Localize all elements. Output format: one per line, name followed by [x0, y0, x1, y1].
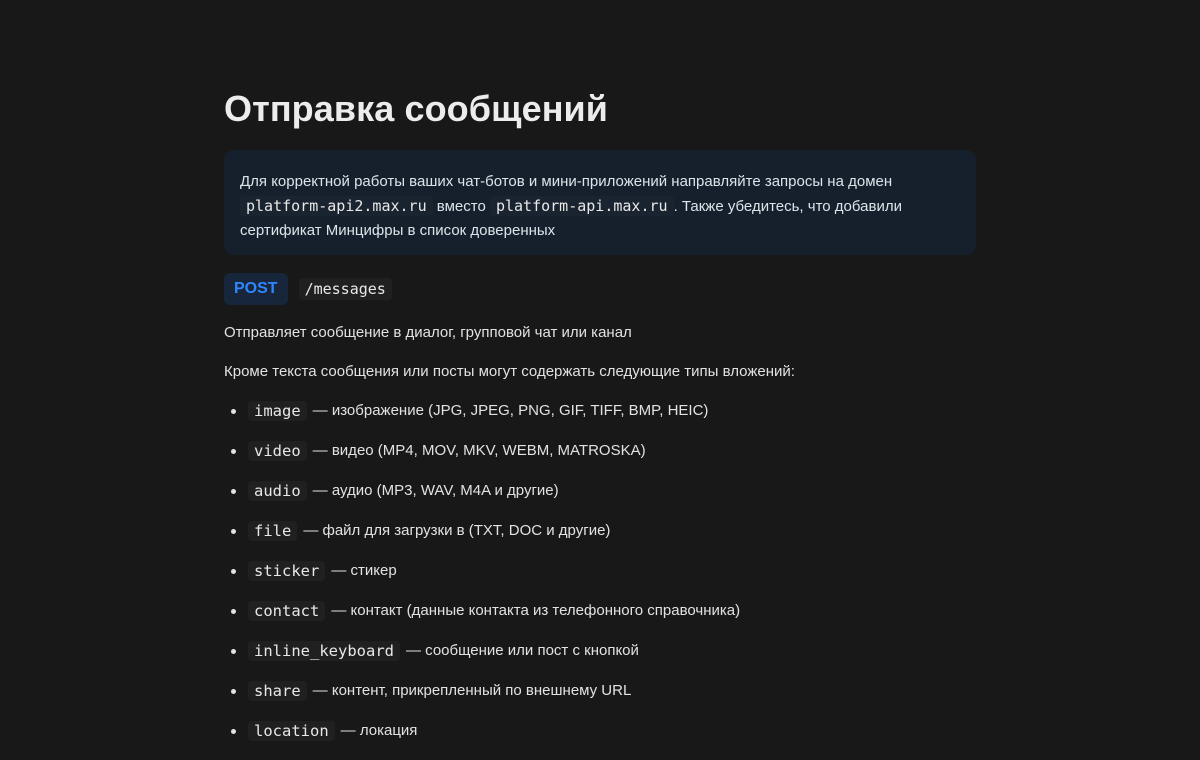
- list-item: [248, 480, 740, 520]
- attachment-type-description: — контакт (данные контакта из телефонного справочника): [331, 602, 741, 619]
- bullet-icon: [231, 649, 236, 654]
- attachment-type-code: image: [248, 401, 307, 421]
- list-item: [248, 560, 740, 600]
- attachment-type-description: — стикер: [331, 562, 397, 579]
- attachment-type-code: share: [248, 681, 307, 701]
- bullet-icon: [231, 449, 236, 454]
- attachment-type-code: location: [248, 721, 335, 741]
- domain-notice: [224, 150, 976, 255]
- bullet-icon: [231, 529, 236, 534]
- list-item: [248, 600, 740, 640]
- attachment-type-description: — файл для загрузки в (TXT, DOC и другие): [303, 522, 611, 539]
- attachment-type-description: — изображение (JPG, JPEG, PNG, GIF, TIFF, BMP, HEIC): [312, 402, 709, 419]
- attachment-type-description: — сообщение или пост с кнопкой: [405, 642, 639, 659]
- notice-code-new-domain: platform-api2.max.ru: [240, 196, 433, 216]
- attachment-type-description: — локация: [340, 722, 418, 739]
- attachment-type-code: file: [248, 521, 297, 541]
- endpoint-path: /messages: [299, 278, 392, 300]
- notice-code-old-domain: platform-api.max.ru: [490, 196, 674, 216]
- notice-text: . Также убедитесь, что добавили сертификат Минцифры в список доверенных: [240, 198, 902, 239]
- bullet-icon: [231, 729, 236, 734]
- attachment-type-description: — видео (MP4, MOV, MKV, WEBM, MATROSKA): [312, 442, 646, 459]
- attachment-type-description: — аудио (MP3, WAV, M4A и другие): [312, 482, 559, 499]
- attachments-intro: Кроме текста сообщения или посты могут содержать следующие типы вложений:: [224, 363, 795, 380]
- list-item: [248, 680, 740, 720]
- notice-text: Для корректной работы ваших чат-ботов и мини-приложений направляйте запросы на домен: [240, 173, 893, 190]
- list-item: [248, 640, 740, 680]
- endpoint-signature: [224, 273, 392, 305]
- http-method-badge: POST: [224, 273, 288, 305]
- notice-text: вместо: [436, 198, 486, 215]
- bullet-icon: [231, 609, 236, 614]
- bullet-icon: [231, 409, 236, 414]
- list-item: [248, 520, 740, 560]
- attachment-type-code: inline_keyboard: [248, 641, 400, 661]
- list-item: [248, 400, 740, 440]
- attachment-type-code: audio: [248, 481, 307, 501]
- attachment-type-code: sticker: [248, 561, 325, 581]
- endpoint-description: Отправляет сообщение в диалог, групповой чат или канал: [224, 324, 632, 341]
- attachment-type-description: — контент, прикрепленный по внешнему URL: [312, 682, 632, 699]
- bullet-icon: [231, 569, 236, 574]
- attachment-types-list: [224, 400, 740, 760]
- attachment-type-code: video: [248, 441, 307, 461]
- list-item: [248, 720, 740, 760]
- list-item: [248, 440, 740, 480]
- attachment-type-code: contact: [248, 601, 325, 621]
- bullet-icon: [231, 489, 236, 494]
- bullet-icon: [231, 689, 236, 694]
- page-title: Отправка сообщений: [224, 88, 609, 129]
